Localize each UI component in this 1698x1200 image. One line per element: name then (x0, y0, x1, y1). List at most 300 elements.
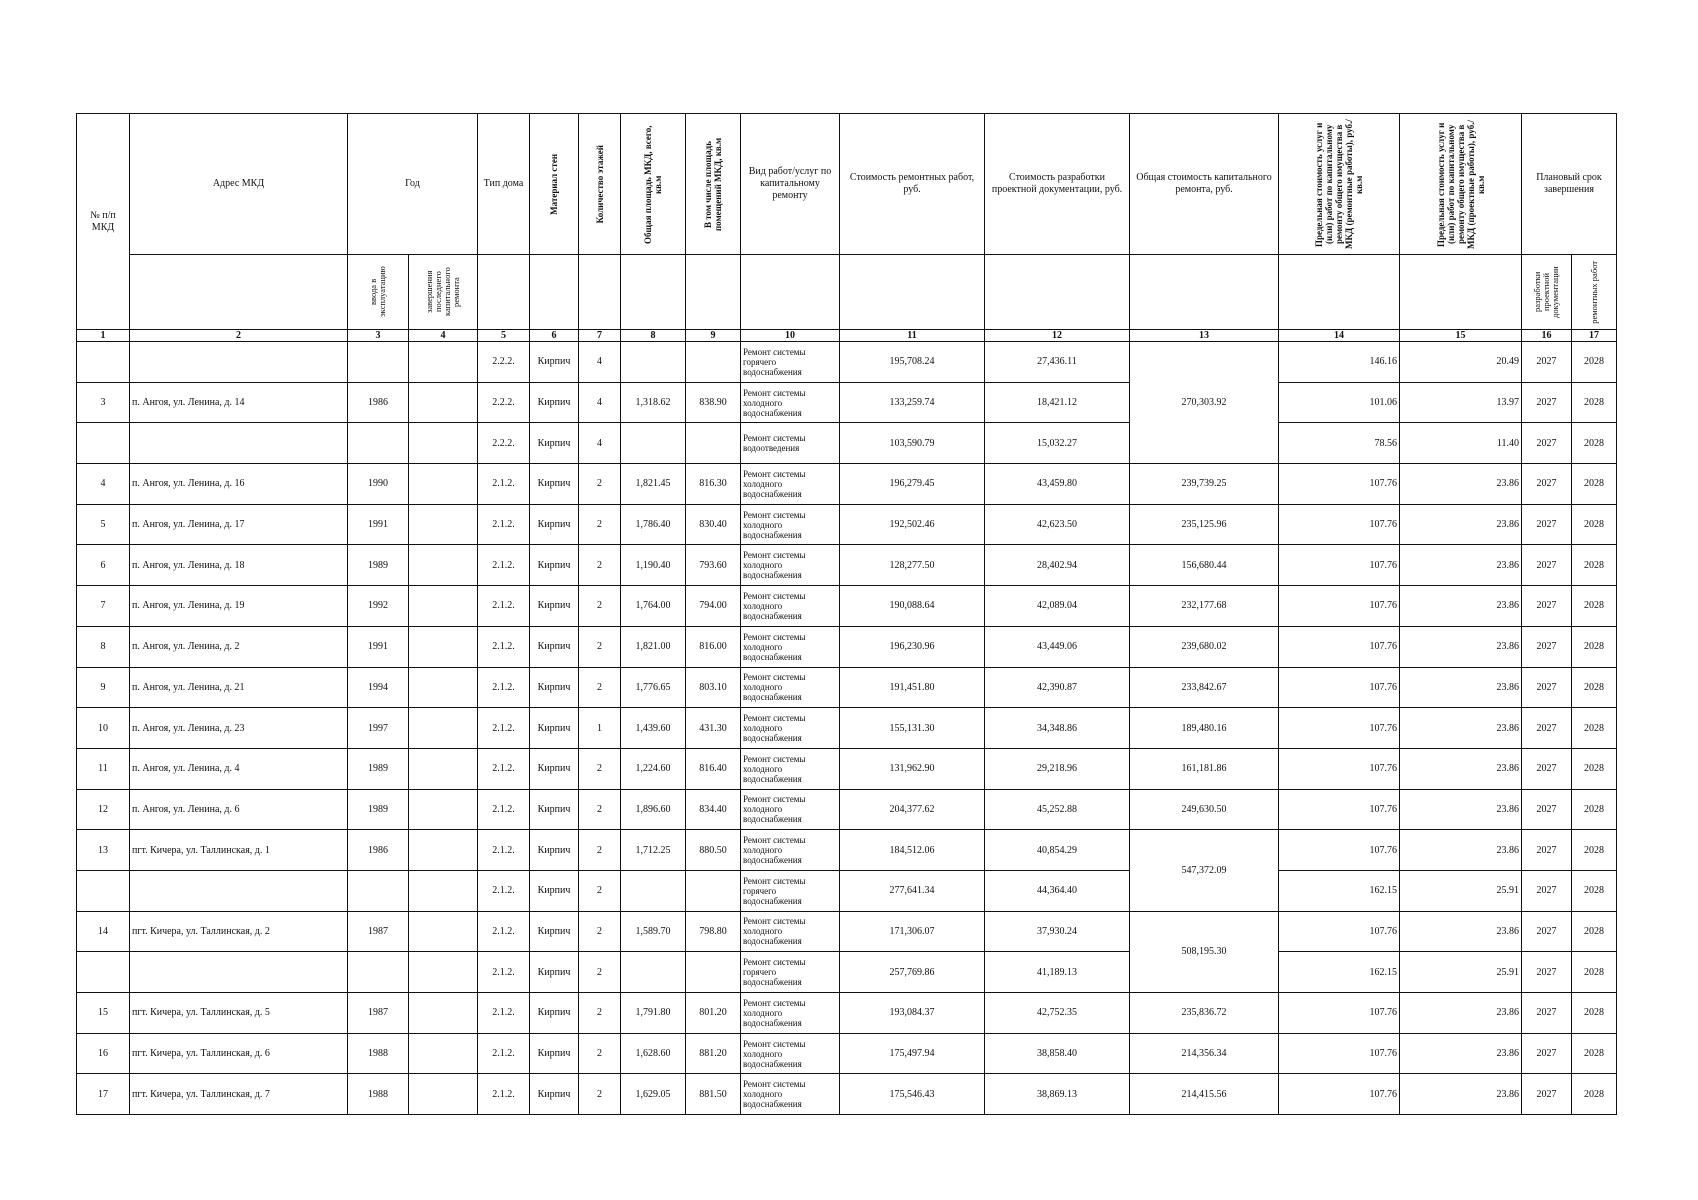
year-commissioning: 1997 (348, 708, 409, 749)
limit-repair-cost: 107.76 (1279, 911, 1400, 952)
work-type: Ремонт системы холодного водоснабжения (741, 748, 840, 789)
year-last-repair (409, 464, 478, 505)
date-repair: 2028 (1572, 464, 1617, 505)
table-row (77, 667, 1617, 708)
address: п. Ангоя, ул. Ленина, д. 16 (130, 464, 348, 505)
work-type: Ремонт системы холодного водоснабжения (741, 626, 840, 667)
table-row (77, 870, 1617, 911)
total-cost: 232,177.68 (1130, 586, 1279, 627)
wall-material: Кирпич (530, 870, 579, 911)
year-commissioning: 1989 (348, 789, 409, 830)
row-number (77, 952, 130, 993)
design-cost: 34,348.86 (985, 708, 1130, 749)
table-row (77, 748, 1617, 789)
total-cost: 189,480.16 (1130, 708, 1279, 749)
header-sub-empty (130, 255, 348, 330)
year-commissioning: 1988 (348, 1074, 409, 1115)
premises-area: 881.50 (686, 1074, 741, 1115)
year-commissioning: 1990 (348, 464, 409, 505)
column-number: 15 (1400, 330, 1522, 342)
header-floors: Количество этажей (579, 114, 621, 255)
year-last-repair (409, 830, 478, 871)
limit-design-cost: 23.86 (1400, 586, 1522, 627)
date-design: 2027 (1522, 342, 1572, 383)
date-repair: 2028 (1572, 626, 1617, 667)
limit-design-cost: 23.86 (1400, 830, 1522, 871)
total-cost: 547,372.09 (1130, 830, 1279, 911)
date-design: 2027 (1522, 1033, 1572, 1074)
house-type: 2.1.2. (478, 667, 530, 708)
date-design: 2027 (1522, 545, 1572, 586)
date-design: 2027 (1522, 464, 1572, 505)
wall-material: Кирпич (530, 342, 579, 383)
date-design: 2027 (1522, 504, 1572, 545)
repair-cost: 131,962.90 (840, 748, 985, 789)
limit-design-cost: 23.86 (1400, 626, 1522, 667)
wall-material: Кирпич (530, 667, 579, 708)
total-cost: 233,842.67 (1130, 667, 1279, 708)
address: п. Ангоя, ул. Ленина, д. 18 (130, 545, 348, 586)
limit-repair-cost: 107.76 (1279, 748, 1400, 789)
work-type: Ремонт системы холодного водоснабжения (741, 708, 840, 749)
limit-design-cost: 13.97 (1400, 382, 1522, 423)
repair-cost: 277,641.34 (840, 870, 985, 911)
row-number (77, 342, 130, 383)
work-type: Ремонт системы холодного водоснабжения (741, 586, 840, 627)
limit-repair-cost: 107.76 (1279, 626, 1400, 667)
total-cost: 239,680.02 (1130, 626, 1279, 667)
wall-material: Кирпич (530, 993, 579, 1034)
table-row (77, 911, 1617, 952)
column-number: 10 (741, 330, 840, 342)
address: п. Ангоя, ул. Ленина, д. 17 (130, 504, 348, 545)
date-design: 2027 (1522, 708, 1572, 749)
total-area: 1,764.00 (621, 586, 686, 627)
date-repair: 2028 (1572, 708, 1617, 749)
year-commissioning: 1986 (348, 830, 409, 871)
table-row (77, 504, 1617, 545)
total-area: 1,439.60 (621, 708, 686, 749)
header-year-commissioning: ввода в эксплуатацию (348, 255, 409, 330)
repair-cost: 190,088.64 (840, 586, 985, 627)
total-cost: 156,680.44 (1130, 545, 1279, 586)
repair-cost: 184,512.06 (840, 830, 985, 871)
row-number: 9 (77, 667, 130, 708)
repair-cost: 204,377.62 (840, 789, 985, 830)
limit-design-cost: 23.86 (1400, 504, 1522, 545)
limit-repair-cost: 107.76 (1279, 993, 1400, 1034)
repair-cost: 195,708.24 (840, 342, 985, 383)
work-type: Ремонт системы горячего водоснабжения (741, 952, 840, 993)
house-type: 2.1.2. (478, 830, 530, 871)
wall-material: Кирпич (530, 626, 579, 667)
address (130, 870, 348, 911)
repair-cost: 257,769.86 (840, 952, 985, 993)
year-last-repair (409, 423, 478, 464)
table-row (77, 1074, 1617, 1115)
limit-repair-cost: 107.76 (1279, 708, 1400, 749)
column-number: 9 (686, 330, 741, 342)
date-design: 2027 (1522, 667, 1572, 708)
column-number: 6 (530, 330, 579, 342)
date-repair: 2028 (1572, 667, 1617, 708)
repair-cost: 155,131.30 (840, 708, 985, 749)
limit-repair-cost: 107.76 (1279, 667, 1400, 708)
total-cost: 161,181.86 (1130, 748, 1279, 789)
row-number: 13 (77, 830, 130, 871)
address: п. Ангоя, ул. Ленина, д. 4 (130, 748, 348, 789)
date-design: 2027 (1522, 586, 1572, 627)
address: пгт. Кичера, ул. Таллинская, д. 6 (130, 1033, 348, 1074)
header-address: Адрес МКД (130, 114, 348, 255)
date-design: 2027 (1522, 911, 1572, 952)
header-wall-material: Материал стен (530, 114, 579, 255)
table-row (77, 952, 1617, 993)
house-type: 2.1.2. (478, 748, 530, 789)
floors: 4 (579, 423, 621, 464)
floors: 2 (579, 952, 621, 993)
house-type: 2.1.2. (478, 1074, 530, 1115)
floors: 2 (579, 667, 621, 708)
wall-material: Кирпич (530, 464, 579, 505)
year-last-repair (409, 1033, 478, 1074)
limit-repair-cost: 107.76 (1279, 830, 1400, 871)
limit-repair-cost: 162.15 (1279, 952, 1400, 993)
wall-material: Кирпич (530, 586, 579, 627)
premises-area (686, 870, 741, 911)
year-last-repair (409, 667, 478, 708)
floors: 2 (579, 748, 621, 789)
repair-cost: 192,502.46 (840, 504, 985, 545)
year-last-repair (409, 1074, 478, 1115)
header-design-cost: Стоимость разработки проектной документации, руб. (985, 114, 1130, 255)
wall-material: Кирпич (530, 545, 579, 586)
repair-cost: 133,259.74 (840, 382, 985, 423)
repair-cost: 193,084.37 (840, 993, 985, 1034)
year-commissioning: 1986 (348, 382, 409, 423)
date-design: 2027 (1522, 789, 1572, 830)
work-type: Ремонт системы горячего водоснабжения (741, 342, 840, 383)
house-type: 2.2.2. (478, 423, 530, 464)
limit-design-cost: 23.86 (1400, 1033, 1522, 1074)
floors: 2 (579, 993, 621, 1034)
year-commissioning: 1987 (348, 993, 409, 1034)
column-number: 17 (1572, 330, 1617, 342)
year-commissioning (348, 870, 409, 911)
total-cost: 270,303.92 (1130, 342, 1279, 464)
wall-material: Кирпич (530, 1033, 579, 1074)
address: п. Ангоя, ул. Ленина, д. 23 (130, 708, 348, 749)
design-cost: 38,869.13 (985, 1074, 1130, 1115)
date-repair: 2028 (1572, 911, 1617, 952)
header-date-design: разработки проектной документации (1522, 255, 1572, 330)
limit-repair-cost: 162.15 (1279, 870, 1400, 911)
year-last-repair (409, 993, 478, 1034)
wall-material: Кирпич (530, 789, 579, 830)
design-cost: 45,252.88 (985, 789, 1130, 830)
address: п. Ангоя, ул. Ленина, д. 21 (130, 667, 348, 708)
limit-repair-cost: 146.16 (1279, 342, 1400, 383)
premises-area (686, 342, 741, 383)
column-number: 4 (409, 330, 478, 342)
total-area: 1,776.65 (621, 667, 686, 708)
table-row (77, 626, 1617, 667)
floors: 2 (579, 789, 621, 830)
column-number: 3 (348, 330, 409, 342)
limit-repair-cost: 107.76 (1279, 464, 1400, 505)
wall-material: Кирпич (530, 504, 579, 545)
row-number: 17 (77, 1074, 130, 1115)
premises-area: 830.40 (686, 504, 741, 545)
date-repair: 2028 (1572, 830, 1617, 871)
total-cost: 249,630.50 (1130, 789, 1279, 830)
year-last-repair (409, 382, 478, 423)
design-cost: 44,364.40 (985, 870, 1130, 911)
floors: 2 (579, 1033, 621, 1074)
limit-repair-cost: 107.76 (1279, 789, 1400, 830)
design-cost: 29,218.96 (985, 748, 1130, 789)
house-type: 2.1.2. (478, 1033, 530, 1074)
repair-cost: 128,277.50 (840, 545, 985, 586)
header-limit-repair: Предельная стоимость услуг и (или) работ по капитальному ремонту общего имущества в МКД (ремонтные работы), руб./кв.м (1279, 114, 1400, 255)
table-row (77, 708, 1617, 749)
header-house-type: Тип дома (478, 114, 530, 255)
year-commissioning: 1988 (348, 1033, 409, 1074)
limit-design-cost: 23.86 (1400, 545, 1522, 586)
year-last-repair (409, 545, 478, 586)
repair-schedule-table (76, 113, 1617, 1115)
year-commissioning (348, 423, 409, 464)
limit-design-cost: 23.86 (1400, 464, 1522, 505)
house-type: 2.1.2. (478, 993, 530, 1034)
floors: 2 (579, 911, 621, 952)
date-repair: 2028 (1572, 1074, 1617, 1115)
design-cost: 18,421.12 (985, 382, 1130, 423)
row-number: 3 (77, 382, 130, 423)
premises-area (686, 952, 741, 993)
premises-area: 798.80 (686, 911, 741, 952)
address (130, 423, 348, 464)
floors: 2 (579, 504, 621, 545)
limit-design-cost: 23.86 (1400, 1074, 1522, 1115)
house-type: 2.2.2. (478, 342, 530, 383)
limit-design-cost: 23.86 (1400, 789, 1522, 830)
row-number: 10 (77, 708, 130, 749)
limit-design-cost: 25.91 (1400, 870, 1522, 911)
total-area: 1,821.45 (621, 464, 686, 505)
limit-repair-cost: 107.76 (1279, 586, 1400, 627)
house-type: 2.1.2. (478, 952, 530, 993)
column-number: 2 (130, 330, 348, 342)
address: пгт. Кичера, ул. Таллинская, д. 1 (130, 830, 348, 871)
address: пгт. Кичера, ул. Таллинская, д. 2 (130, 911, 348, 952)
limit-repair-cost: 107.76 (1279, 1033, 1400, 1074)
total-cost: 235,836.72 (1130, 993, 1279, 1034)
house-type: 2.1.2. (478, 789, 530, 830)
year-last-repair (409, 870, 478, 911)
header-row-2 (77, 255, 1617, 330)
total-area: 1,896.60 (621, 789, 686, 830)
design-cost: 43,449.06 (985, 626, 1130, 667)
total-area: 1,628.60 (621, 1033, 686, 1074)
limit-design-cost: 23.86 (1400, 911, 1522, 952)
wall-material: Кирпич (530, 748, 579, 789)
date-repair: 2028 (1572, 993, 1617, 1034)
floors: 2 (579, 626, 621, 667)
work-type: Ремонт системы холодного водоснабжения (741, 993, 840, 1034)
address (130, 342, 348, 383)
repair-cost: 196,279.45 (840, 464, 985, 505)
column-number-row (77, 330, 1617, 342)
design-cost: 40,854.29 (985, 830, 1130, 871)
total-area: 1,821.00 (621, 626, 686, 667)
year-last-repair (409, 789, 478, 830)
work-type: Ремонт системы холодного водоснабжения (741, 464, 840, 505)
total-area: 1,224.60 (621, 748, 686, 789)
house-type: 2.1.2. (478, 911, 530, 952)
premises-area: 794.00 (686, 586, 741, 627)
year-last-repair (409, 748, 478, 789)
house-type: 2.1.2. (478, 504, 530, 545)
year-last-repair (409, 911, 478, 952)
limit-design-cost: 11.40 (1400, 423, 1522, 464)
total-cost: 508,195.30 (1130, 911, 1279, 992)
row-number: 15 (77, 993, 130, 1034)
table-row (77, 464, 1617, 505)
premises-area: 803.10 (686, 667, 741, 708)
year-last-repair (409, 586, 478, 627)
header-repair-cost: Стоимость ремонтных работ, руб. (840, 114, 985, 255)
house-type: 2.1.2. (478, 586, 530, 627)
header-total-area: Общая площадь МКД, всего, кв.м (621, 114, 686, 255)
address (130, 952, 348, 993)
table-row (77, 789, 1617, 830)
header-work-type: Вид работ/услуг по капитальному ремонту (741, 114, 840, 255)
date-repair: 2028 (1572, 545, 1617, 586)
total-area: 1,786.40 (621, 504, 686, 545)
date-repair: 2028 (1572, 1033, 1617, 1074)
year-last-repair (409, 342, 478, 383)
design-cost: 41,189.13 (985, 952, 1130, 993)
total-area: 1,791.80 (621, 993, 686, 1034)
floors: 2 (579, 545, 621, 586)
total-cost: 235,125.96 (1130, 504, 1279, 545)
row-number: 16 (77, 1033, 130, 1074)
header-row-number: № п/п МКД (77, 114, 130, 330)
row-number: 14 (77, 911, 130, 952)
work-type: Ремонт системы холодного водоснабжения (741, 911, 840, 952)
premises-area: 838.90 (686, 382, 741, 423)
date-repair: 2028 (1572, 789, 1617, 830)
premises-area: 816.00 (686, 626, 741, 667)
premises-area: 834.40 (686, 789, 741, 830)
repair-cost: 171,306.07 (840, 911, 985, 952)
date-repair: 2028 (1572, 342, 1617, 383)
total-area (621, 342, 686, 383)
limit-design-cost: 23.86 (1400, 748, 1522, 789)
limit-repair-cost: 107.76 (1279, 504, 1400, 545)
date-design: 2027 (1522, 382, 1572, 423)
house-type: 2.1.2. (478, 870, 530, 911)
total-area: 1,712.25 (621, 830, 686, 871)
date-repair: 2028 (1572, 952, 1617, 993)
date-repair: 2028 (1572, 870, 1617, 911)
work-type: Ремонт системы холодного водоснабжения (741, 830, 840, 871)
total-area: 1,629.05 (621, 1074, 686, 1115)
date-repair: 2028 (1572, 504, 1617, 545)
work-type: Ремонт системы холодного водоснабжения (741, 667, 840, 708)
date-repair: 2028 (1572, 382, 1617, 423)
address: п. Ангоя, ул. Ленина, д. 19 (130, 586, 348, 627)
header-planned-date: Плановый срок завершения (1522, 114, 1617, 255)
column-number: 1 (77, 330, 130, 342)
wall-material: Кирпич (530, 911, 579, 952)
design-cost: 42,623.50 (985, 504, 1130, 545)
design-cost: 37,930.24 (985, 911, 1130, 952)
floors: 2 (579, 1074, 621, 1115)
year-commissioning: 1987 (348, 911, 409, 952)
repair-cost: 191,451.80 (840, 667, 985, 708)
header-premises-area: В том числе площадь помещений МКД, кв.м (686, 114, 741, 255)
total-area: 1,589.70 (621, 911, 686, 952)
floors: 4 (579, 382, 621, 423)
date-design: 2027 (1522, 993, 1572, 1034)
premises-area: 793.60 (686, 545, 741, 586)
house-type: 2.1.2. (478, 708, 530, 749)
design-cost: 42,390.87 (985, 667, 1130, 708)
row-number: 5 (77, 504, 130, 545)
address: пгт. Кичера, ул. Таллинская, д. 7 (130, 1074, 348, 1115)
date-design: 2027 (1522, 626, 1572, 667)
repair-cost: 196,230.96 (840, 626, 985, 667)
house-type: 2.1.2. (478, 626, 530, 667)
table-row (77, 545, 1617, 586)
total-area: 1,318.62 (621, 382, 686, 423)
floors: 2 (579, 830, 621, 871)
total-cost: 239,739.25 (1130, 464, 1279, 505)
total-area (621, 870, 686, 911)
work-type: Ремонт системы холодного водоснабжения (741, 1033, 840, 1074)
year-commissioning (348, 952, 409, 993)
date-repair: 2028 (1572, 748, 1617, 789)
premises-area: 431.30 (686, 708, 741, 749)
limit-repair-cost: 101.06 (1279, 382, 1400, 423)
work-type: Ремонт системы холодного водоснабжения (741, 545, 840, 586)
year-commissioning: 1989 (348, 748, 409, 789)
header-year-last-repair: завершения последнего капитального ремонта (409, 255, 478, 330)
design-cost: 42,089.04 (985, 586, 1130, 627)
column-number: 13 (1130, 330, 1279, 342)
floors: 4 (579, 342, 621, 383)
row-number: 4 (77, 464, 130, 505)
row-number: 11 (77, 748, 130, 789)
row-number: 7 (77, 586, 130, 627)
column-number: 7 (579, 330, 621, 342)
table-row (77, 830, 1617, 871)
date-design: 2027 (1522, 423, 1572, 464)
column-number: 16 (1522, 330, 1572, 342)
address: пгт. Кичера, ул. Таллинская, д. 5 (130, 993, 348, 1034)
row-number (77, 870, 130, 911)
wall-material: Кирпич (530, 708, 579, 749)
row-number: 8 (77, 626, 130, 667)
table-row (77, 382, 1617, 423)
table-row (77, 423, 1617, 464)
year-last-repair (409, 708, 478, 749)
address: п. Ангоя, ул. Ленина, д. 2 (130, 626, 348, 667)
year-commissioning: 1989 (348, 545, 409, 586)
column-number: 12 (985, 330, 1130, 342)
